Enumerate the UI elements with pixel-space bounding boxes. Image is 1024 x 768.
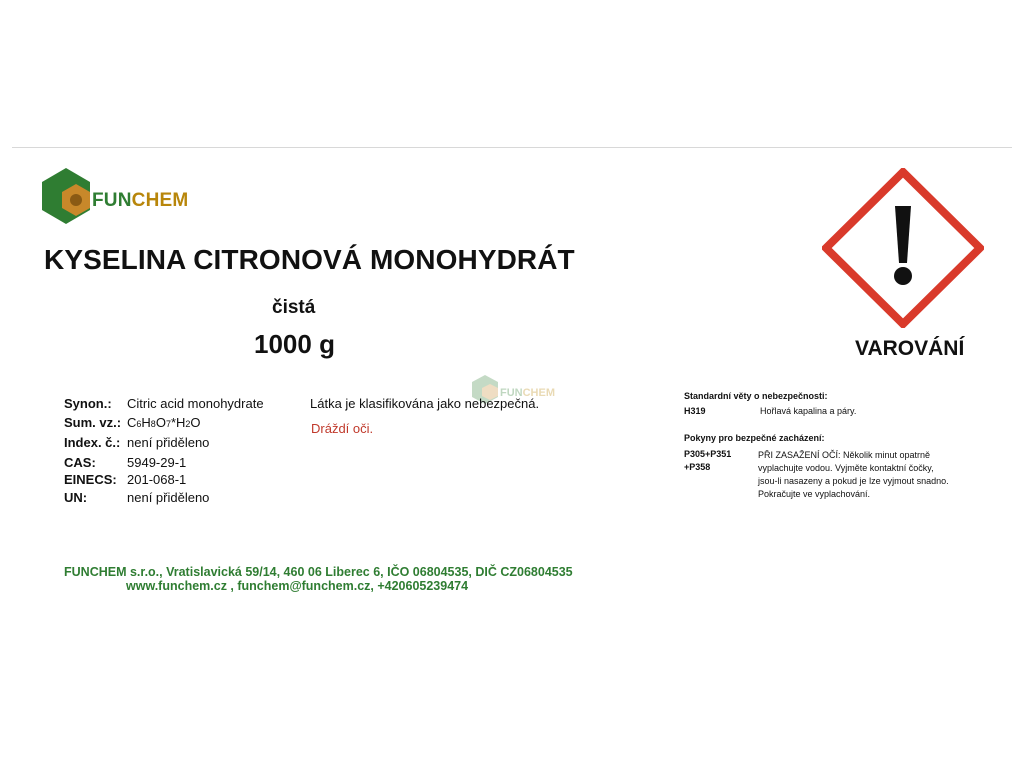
logo-wordmark: FUNCHEM — [92, 190, 189, 211]
h-text: Hořlavá kapalina a páry. — [760, 406, 857, 416]
p-statements-heading: Pokyny pro bezpečné zacházení: — [684, 433, 825, 443]
p-text-line: jsou-li nasazeny a pokud je lze vyjmout snadno. — [758, 476, 949, 486]
h-statements-heading: Standardní věty o nebezpečnosti: — [684, 391, 828, 401]
company-contacts: www.funchem.cz , funchem@funchem.cz, +420605239474 — [126, 579, 469, 593]
un-value: není přiděleno — [127, 490, 210, 505]
p-text — [758, 449, 949, 501]
p-text-line: vyplachujte vodou. Vyjměte kontaktní čočky, — [758, 463, 934, 473]
cas-value: 5949-29-1 — [127, 455, 187, 470]
top-divider — [12, 147, 1012, 148]
p-code-line2: +P358 — [684, 462, 711, 472]
synonym-value: Citric acid monohydrate — [127, 396, 264, 411]
einecs-value: 201-068-1 — [127, 472, 187, 487]
product-name: KYSELINA CITRONOVÁ MONOHYDRÁT — [44, 244, 575, 275]
un-label: UN: — [64, 490, 88, 505]
watermark-wordmark: FUNCHEM — [500, 387, 555, 399]
exclamation-mark-icon — [822, 168, 984, 328]
company-address: FUNCHEM s.r.o., Vratislavická 59/14, 460 06 Liberec 6, IČO 06804535, DIČ CZ06804535 — [64, 565, 573, 579]
synonym-label: Synon.: — [64, 396, 112, 411]
h-code: H319 — [684, 406, 706, 416]
index-value: není přiděleno — [127, 435, 210, 450]
p-text-line: Pokračujte ve vyplachování. — [758, 489, 871, 499]
product-purity: čistá — [272, 297, 316, 318]
formula-value: C6H8O7*H2O — [127, 415, 201, 430]
hazard-statement-text: Dráždí oči. — [311, 421, 374, 436]
einecs-label: EINECS: — [64, 472, 117, 487]
product-amount: 1000 g — [254, 329, 335, 359]
p-code-line1: P305+P351 — [684, 449, 732, 459]
classification-text: Látka je klasifikována jako nebezpečná. — [310, 396, 540, 411]
cas-label: CAS: — [64, 455, 96, 470]
index-label: Index. č.: — [64, 435, 121, 450]
formula-label: Sum. vz.: — [64, 415, 122, 430]
p-text-line: PŘI ZASAŽENÍ OČÍ: Několik minut opatrně — [758, 450, 931, 460]
signal-word: VAROVÁNÍ — [855, 337, 965, 360]
